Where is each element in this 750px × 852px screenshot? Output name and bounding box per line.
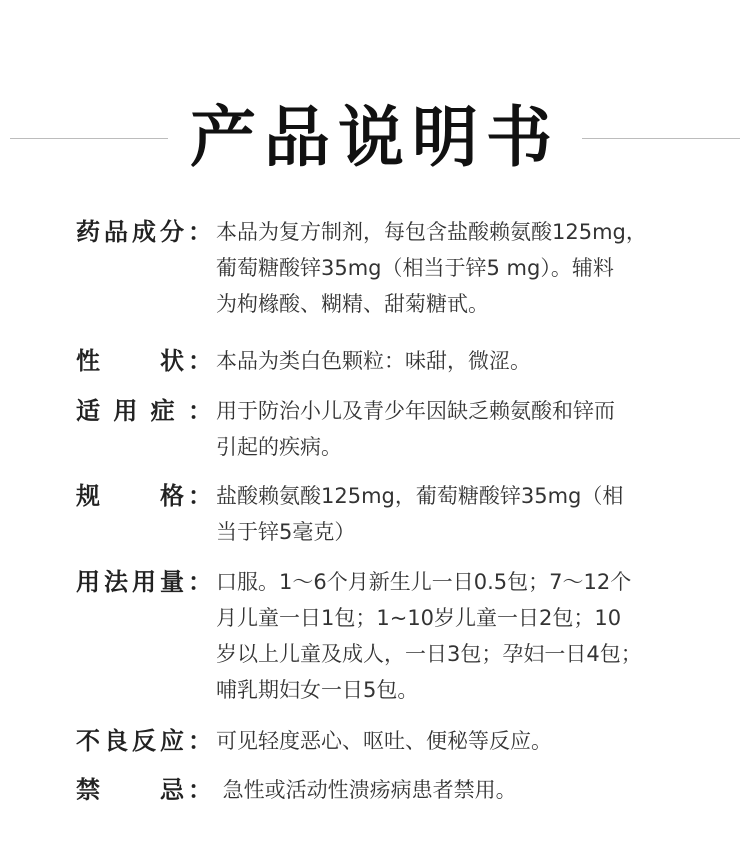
label-char: 应 — [160, 727, 184, 755]
label-char: 法 — [104, 568, 128, 596]
label-char: 良 — [104, 727, 128, 755]
header — [0, 98, 750, 178]
value-line: 哺乳期妇女一日5包。 — [216, 678, 419, 702]
label-char: 用 — [132, 568, 156, 596]
label-char: 禁 — [76, 776, 100, 804]
spec-label — [76, 564, 212, 600]
spec-value — [216, 772, 706, 808]
spec-value — [216, 723, 706, 759]
label-char: 格 — [160, 482, 184, 510]
label-char: ： — [187, 397, 212, 425]
label-char: 成 — [132, 218, 156, 246]
spec-value — [216, 478, 706, 550]
label-char: 分 — [160, 218, 184, 246]
label-char: ： — [188, 776, 212, 804]
value-line: 本品为类白色颗粒：味甜，微涩。 — [216, 349, 531, 373]
title-divider-left — [10, 138, 168, 139]
value-line: 月儿童一日1包；1~10岁儿童一日2包；10 — [216, 606, 622, 630]
label-char: 症 — [150, 397, 175, 425]
spec-label — [76, 214, 212, 250]
label-char: 状 — [160, 347, 184, 375]
spec-label — [76, 343, 212, 379]
value-line: 当于锌5毫克） — [216, 520, 356, 544]
value-line: 为枸橼酸、糊精、甜菊糖甙。 — [216, 292, 489, 316]
value-line: 口服。1～6个月新生儿一日0.5包；7～12个 — [216, 570, 632, 594]
title-divider-right — [582, 138, 740, 139]
page-title: 产品说明书 — [190, 99, 560, 176]
value-line: 用于防治小儿及青少年因缺乏赖氨酸和锌而 — [216, 399, 615, 423]
label-char: ： — [188, 347, 212, 375]
value-line: 本品为复方制剂，每包含盐酸赖氨酸125mg， — [216, 220, 647, 244]
spec-label — [76, 393, 212, 429]
spec-value — [216, 343, 706, 379]
label-char: 反 — [132, 727, 156, 755]
spec-label — [76, 772, 212, 808]
spec-label — [76, 478, 212, 514]
label-char: 用 — [76, 568, 100, 596]
label-char: ： — [188, 727, 212, 755]
value-line: 岁以上儿童及成人，一日3包；孕妇一日4包； — [216, 642, 642, 666]
value-line: 引起的疾病。 — [216, 435, 342, 459]
label-char: 忌 — [160, 776, 184, 804]
label-char: ： — [188, 218, 212, 246]
value-line: 可见轻度恶心、呕吐、便秘等反应。 — [216, 729, 552, 753]
value-line: 葡萄糖酸锌35mg（相当于锌5 mg）。辅料 — [216, 256, 614, 280]
value-line: 盐酸赖氨酸125mg，葡萄糖酸锌35mg（相 — [216, 484, 624, 508]
spec-label — [76, 723, 212, 759]
value-line: 急性或活动性溃疡病患者禁用。 — [216, 778, 517, 802]
spec-value — [216, 214, 706, 322]
label-char: 用 — [113, 397, 138, 425]
label-char: 规 — [76, 482, 100, 510]
label-char: 不 — [76, 727, 100, 755]
label-char: 适 — [76, 397, 100, 425]
label-char: 量 — [160, 568, 184, 596]
label-char: ： — [188, 568, 212, 596]
label-char: 性 — [76, 347, 100, 375]
spec-value — [216, 393, 706, 465]
spec-value — [216, 564, 706, 708]
label-char: ： — [188, 482, 212, 510]
label-char: 药 — [76, 218, 100, 246]
label-char: 品 — [104, 218, 128, 246]
